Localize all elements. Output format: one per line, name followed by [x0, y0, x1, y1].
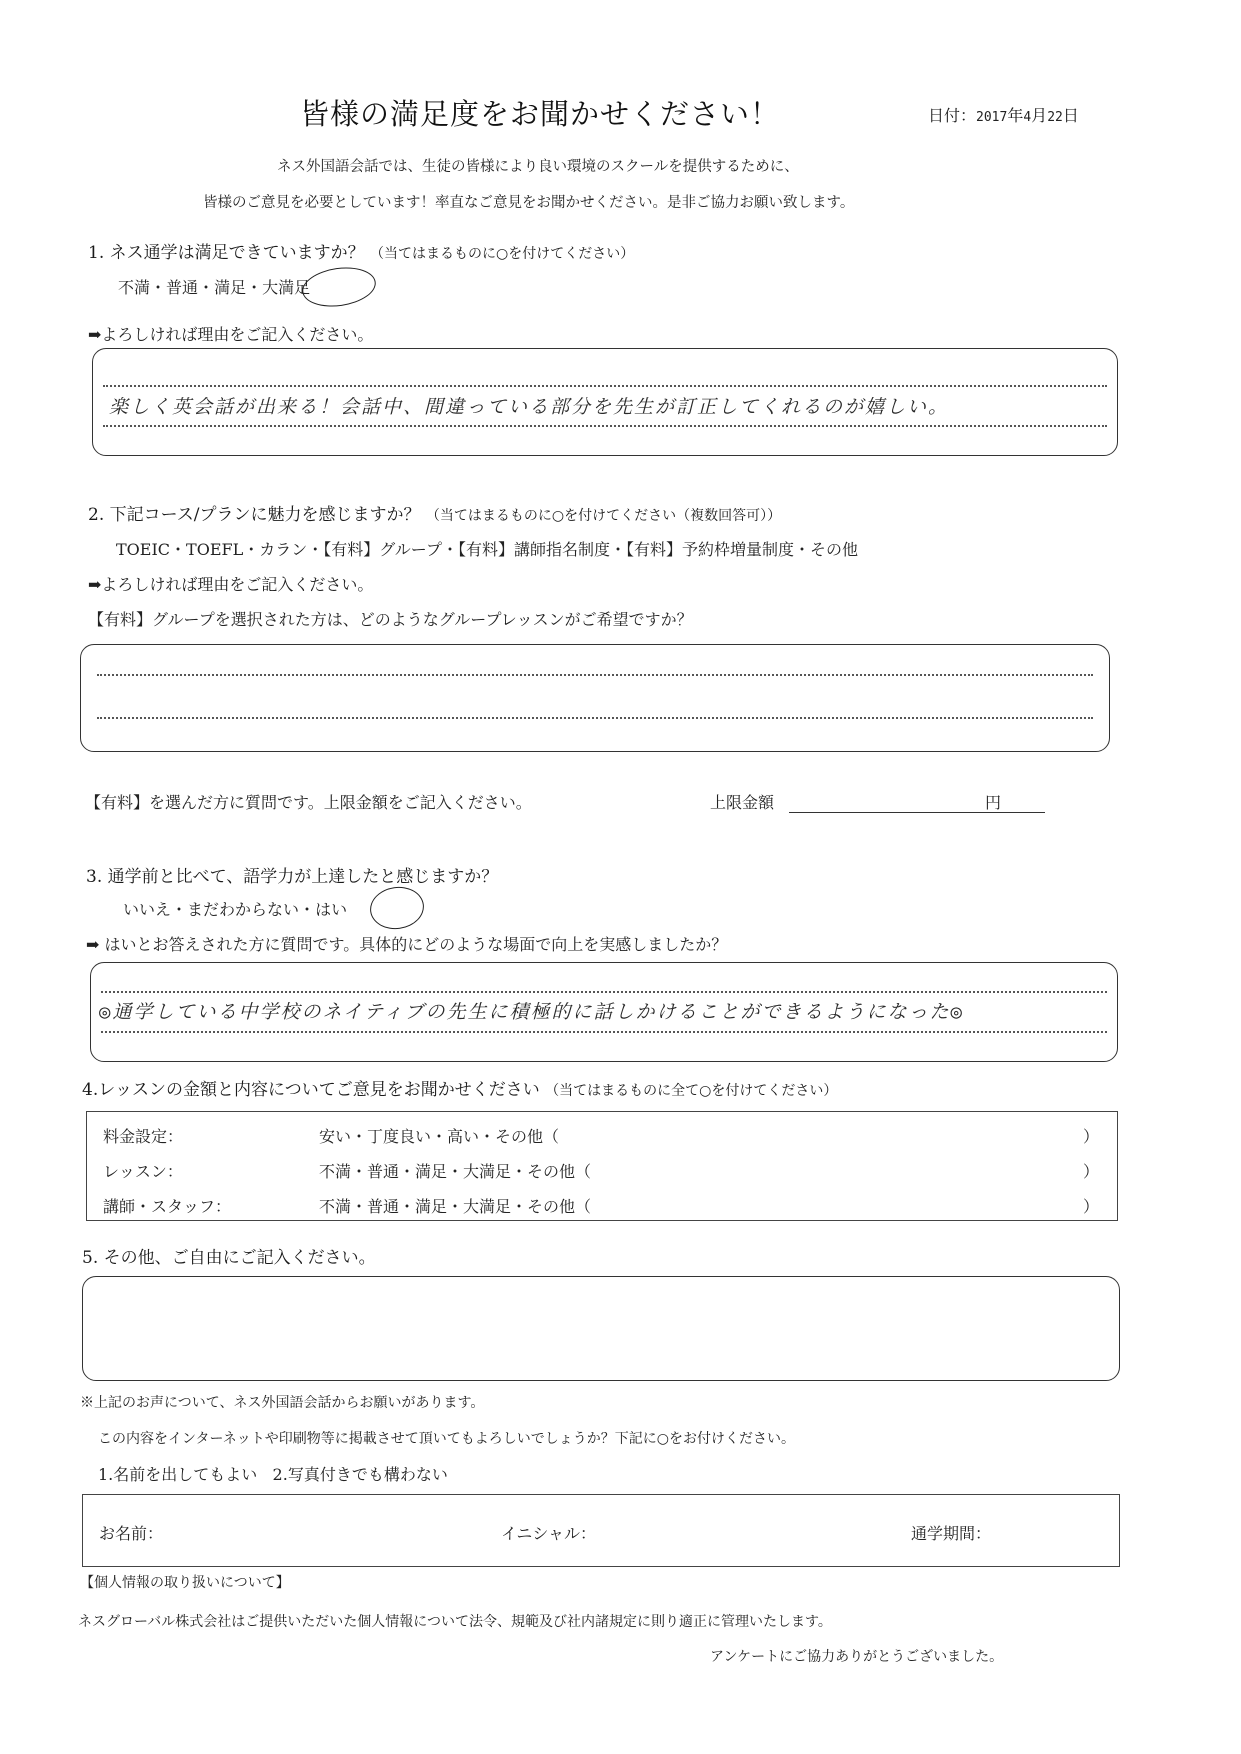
q4-row-label: 講師・スタッフ：	[103, 1197, 232, 1216]
dotted-rule	[103, 385, 1107, 387]
separator: ・	[198, 278, 215, 297]
initial-input[interactable]	[623, 1521, 823, 1541]
separator: ・	[150, 278, 167, 297]
date-year-suffix: 年	[1007, 106, 1024, 125]
privacy-text: ネスグローバル株式会社はご提供いただいた個人情報について法令、規範及び社内諸規定に則り適正に管理いたします。	[78, 1614, 832, 1630]
dotted-rule	[101, 991, 1107, 993]
q2-limit-input[interactable]	[790, 790, 980, 810]
period-input[interactable]	[1013, 1521, 1103, 1541]
q1-note: （当てはまるものに○を付けてください）	[370, 246, 635, 262]
q3-selection-circle	[367, 883, 426, 932]
q4-note: （当てはまるものに全て○を付けてください）	[545, 1083, 838, 1099]
q1-answer-box[interactable]	[92, 348, 1118, 456]
q3-answer-box[interactable]	[90, 962, 1118, 1062]
period-label: 通学期間：	[911, 1524, 992, 1543]
dotted-rule	[97, 674, 1093, 676]
q1-option[interactable]: 普通	[166, 278, 199, 297]
q3-option[interactable]: いいえ	[123, 900, 172, 919]
q2-question	[88, 500, 781, 525]
q1-question	[88, 238, 634, 263]
q3-option[interactable]: まだわからない	[187, 900, 300, 919]
publish-notice: ※上記のお声について、ネス外国語会話からお願いがあります。	[80, 1395, 485, 1411]
q2-limit-unit: 円	[985, 793, 1002, 812]
date-month-suffix: 月	[1031, 106, 1048, 125]
q1-options	[118, 275, 310, 298]
q3-options	[123, 897, 347, 920]
separator: ・	[246, 278, 263, 297]
thanks-text: アンケートにご協力ありがとうございました。	[710, 1649, 1004, 1665]
q4-question-text: 4.レッスンの金額と内容についてご意見をお聞かせください	[82, 1080, 540, 1100]
q2-reason-prompt: ➡よろしければ理由をご記入ください。	[88, 575, 374, 594]
publish-request: この内容をインターネットや印刷物等に掲載させて頂いてもよろしいでしょうか？下記に○をお付けください。	[98, 1431, 795, 1447]
publish-option-name[interactable]: 1.名前を出してもよい	[98, 1465, 258, 1484]
privacy-heading: 【個人情報の取り扱いについて】	[80, 1575, 290, 1591]
q4-row-options[interactable]: 不満・普通・満足・大満足・その他（	[319, 1197, 592, 1216]
dotted-rule	[103, 425, 1107, 427]
q4-row-close: ）	[1083, 1197, 1100, 1216]
date-day: 22	[1047, 110, 1063, 125]
initial-label: イニシャル：	[501, 1524, 597, 1543]
q5-answer-box[interactable]	[82, 1276, 1120, 1381]
q1-option-selected[interactable]: 大満足	[262, 278, 311, 297]
q4-row-close: ）	[1083, 1127, 1100, 1146]
q5-question: 5. その他、ご自由にご記入ください。	[82, 1248, 376, 1268]
date-label: 日付：	[928, 106, 977, 125]
publish-option-photo[interactable]: 2.写真付きでも構わない	[272, 1465, 448, 1484]
q4-row-label: 料金設定：	[103, 1127, 184, 1146]
date-month: 4	[1023, 110, 1032, 125]
q1-reason-prompt: ➡よろしければ理由をご記入ください。	[88, 325, 374, 344]
q3-question: 3. 通学前と比べて、語学力が上達したと感じますか？	[86, 867, 499, 887]
name-input[interactable]	[183, 1521, 483, 1541]
q1-answer-text: 楽しく英会話が出来る！会話中、間違っている部分を先生が訂正してくれるのが嬉しい。	[109, 396, 950, 418]
q2-limit-prompt: 【有料】を選んだ方に質問です。上限金額をご記入ください。	[85, 793, 532, 812]
q1-option[interactable]: 満足	[214, 278, 247, 297]
personal-info-box	[82, 1494, 1120, 1567]
q4-row-close: ）	[1083, 1162, 1100, 1181]
q3-option-selected[interactable]: はい	[315, 900, 348, 919]
date-field	[928, 103, 1079, 126]
q3-followup-prompt: ➡ はいとお答えされた方に質問です。具体的にどのような場面で向上を実感しましたか？	[86, 935, 728, 954]
q2-group-prompt: 【有料】グループを選択された方は、どのようなグループレッスンがご希望ですか？	[88, 610, 693, 629]
q4-row-options[interactable]: 不満・普通・満足・大満足・その他（	[319, 1162, 592, 1181]
q4-row-label: レッスン：	[103, 1162, 183, 1181]
q3-answer-text: ◎通学している中学校のネイティブの先生に積極的に話しかけることができるようになった◎	[99, 1001, 964, 1023]
q1-option[interactable]: 不満	[118, 278, 151, 297]
q4-question	[82, 1075, 837, 1100]
q2-note: （当てはまるものに○を付けてください（複数回答可））	[425, 508, 782, 524]
separator: ・	[171, 900, 188, 919]
name-label: お名前：	[99, 1524, 164, 1543]
intro-line-2: 皆様のご意見を必要としています！率直なご意見をお聞かせください。是非ご協力お願い致します。	[203, 195, 855, 211]
q4-row-options[interactable]: 安い・丁度良い・高い・その他（	[319, 1127, 560, 1146]
q2-question-text: 2. 下記コース/プランに魅力を感じますか？	[88, 505, 421, 525]
dotted-rule	[97, 717, 1093, 719]
date-year: 2017	[976, 110, 1008, 125]
date-day-suffix: 日	[1062, 106, 1079, 125]
publish-options	[98, 1462, 448, 1485]
separator: ・	[299, 900, 316, 919]
intro-line-1: ネス外国語会話では、生徒の皆様により良い環境のスクールを提供するために、	[277, 159, 799, 175]
q2-group-answer-box[interactable]	[80, 644, 1110, 752]
q2-limit-underline	[789, 812, 1045, 813]
q2-limit-label: 上限金額	[710, 793, 775, 812]
page-title: 皆様の満足度をお聞かせください！	[300, 97, 781, 131]
q1-selection-circle	[300, 263, 379, 311]
q4-rating-table	[86, 1111, 1118, 1221]
q2-options[interactable]: TOEIC・TOEFL・カラン・【有料】グループ・【有料】講師指名制度・【有料】予約枠増量制度・その他	[116, 540, 858, 559]
q1-question-text: 1. ネス通学は満足できていますか？	[88, 243, 365, 263]
dotted-rule	[101, 1031, 1107, 1033]
